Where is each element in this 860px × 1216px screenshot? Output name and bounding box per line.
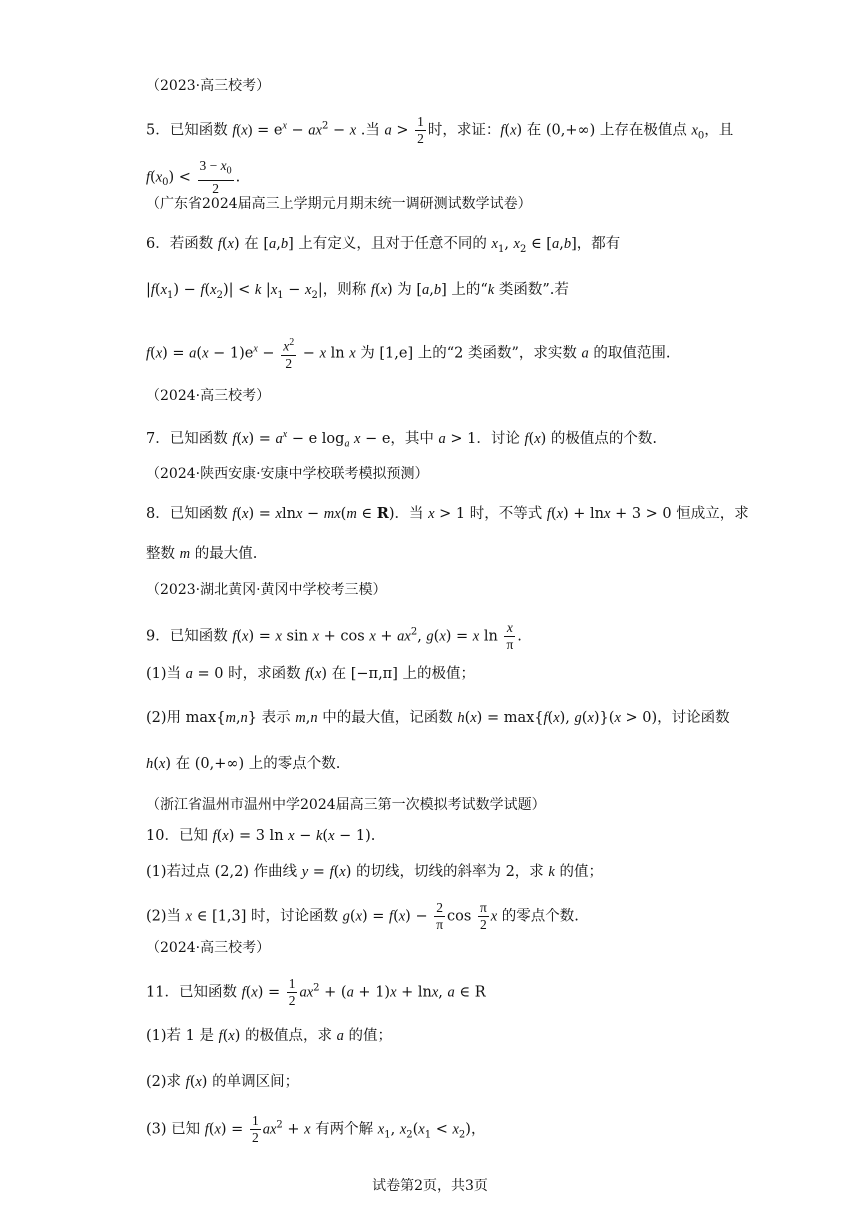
problem-6-line-1: 6．若函数 f(x) 在 [a,b] 上有定义，且对于任意不同的 $x_1$, $x_2$ ∈ [a,b]，都有 — [146, 236, 621, 255]
problem-11-part-2: (2)求 f(x) 的单调区间； — [146, 1074, 300, 1090]
source-label-9: （2023·湖北黄冈·黄冈中学校考三模） — [146, 582, 387, 598]
problem-11-line-1: 11．已知函数 f(x) = $\frac{1}{2}$ $ax^2 + (a + 1)x + \ln x$, a ∈ R — [146, 976, 486, 1008]
problem-8-line-2: 整数 m 的最大值. — [146, 546, 258, 562]
problem-6-line-3: $f(x) = a(x - 1)e^x$ − $\frac{x^2}{2}$ − x ln x 为 [1,e] 上的“2 类函数”，求实数 a 的取值范围. — [146, 337, 671, 371]
problem-9-part-2: (2)用 max{m,n} 表示 m,n 中的最大值，记函数 h(x) = max{f(x), g(x)}(x > 0)，讨论函数 — [146, 710, 730, 726]
problem-8-line-1: 8．已知函数 f(x) = xlnx − mx(m ∈ R)．当 x > 1 时，不等式 f(x) + lnx + 3 > 0 恒成立，求 — [146, 505, 749, 522]
problem-11-part-3: (3) 已知 f(x) = $\frac{1}{2}$ $ax^2 + x$ 有两个解 $x_1$, $x_2(x_1 < x_2)$， — [146, 1113, 486, 1145]
page-footer: 试卷第2页，共3页 — [372, 1178, 488, 1194]
problem-10-line-1: 10．已知 f(x) = 3 ln x − k(x − 1). — [146, 828, 376, 844]
source-label-10: （浙江省温州市温州中学2024届高三第一次模拟考试数学试题） — [146, 797, 546, 813]
source-label-8: （2024·陕西安康·安康中学校联考模拟预测） — [146, 466, 429, 482]
problem-5-line-1: 5．已知函数 $f(x) = e^x - ax^2 - x$ .当 a > $\frac{1}{2}$ 时，求证：f(x) 在 (0,+∞) 上存在极值点 $x_0$，且 — [146, 114, 734, 146]
source-label-6: （广东省2024届高三上学期元月期末统一调研测试数学试卷） — [146, 196, 532, 212]
source-label-5: （2023·高三校考） — [146, 78, 271, 94]
source-label-11: （2024·高三校考） — [146, 940, 271, 956]
problem-9-part-1: (1)当 a = 0 时，求函数 f(x) 在 [−π,π] 上的极值； — [146, 666, 475, 682]
problem-9-line-1: 9．已知函数 f(x) = x $\sin x + \cos x + ax^2$, g(x) = x ln $\frac{x}{\pi}$ . — [146, 620, 522, 652]
problem-7-line-1: 7．已知函数 $f(x) = a^x - e$ $\log_a x - e$，其中 a > 1．讨论 f(x) 的极值点的个数. — [146, 429, 658, 450]
problem-11-part-1: (1)若 1 是 f(x) 的极值点，求 a 的值； — [146, 1028, 392, 1044]
problem-9-part-2-cont: h(x) 在 (0,+∞) 上的零点个数. — [146, 756, 341, 772]
problem-10-part-2: (2)当 x ∈ [1,3] 时，讨论函数 g(x) = f(x) − $\frac{2}{\pi}$ cos $\frac{\pi}{2}$ x 的零点个数. — [146, 900, 579, 932]
problem-10-part-1: (1)若过点 (2,2) 作曲线 y = f(x) 的切线，切线的斜率为 2，求 k 的值； — [146, 864, 603, 880]
problem-5-line-2: $f(x_0)$ < $\frac{3 - x_0}{2}$ . — [146, 158, 241, 196]
source-label-7: （2024·高三校考） — [146, 388, 271, 404]
problem-6-line-2: $|f(x_1) - f(x_2)| < k$ $|x_1 - x_2|$，则称 f(x) 为 [a,b] 上的“k 类函数”.若 — [146, 282, 569, 301]
